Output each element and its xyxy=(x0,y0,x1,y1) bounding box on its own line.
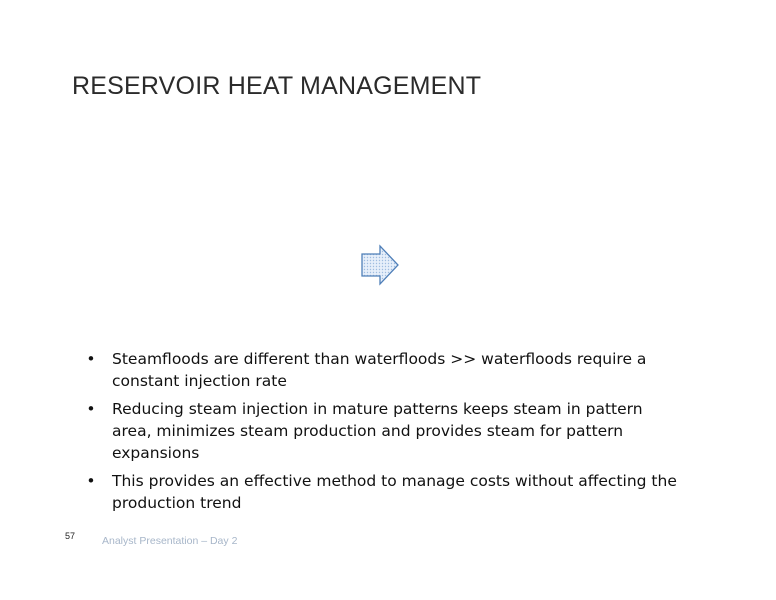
footer-text: Analyst Presentation – Day 2 xyxy=(102,535,238,547)
bullet-dot: • xyxy=(86,400,96,418)
bullet-list xyxy=(84,348,684,520)
bullet-text: Steamfloods are different than waterfloods >> waterfloods require a constant injection rate xyxy=(112,350,647,390)
bullet-text: This provides an effective method to manage costs without affecting the production trend xyxy=(112,472,677,512)
bullet-item xyxy=(84,470,684,514)
right-arrow-graphic xyxy=(360,244,400,286)
right-arrow-icon xyxy=(360,244,400,286)
bullet-item xyxy=(84,398,684,464)
bullet-item xyxy=(84,348,684,392)
bullet-dot: • xyxy=(86,472,96,490)
bullet-dot: • xyxy=(86,350,96,368)
slide-number: 57 xyxy=(65,531,76,541)
bullet-text: Reducing steam injection in mature patterns keeps steam in pattern area, minimizes steam production and provides steam for pattern expansions xyxy=(112,400,643,462)
slide-title: RESERVOIR HEAT MANAGEMENT xyxy=(72,72,482,100)
